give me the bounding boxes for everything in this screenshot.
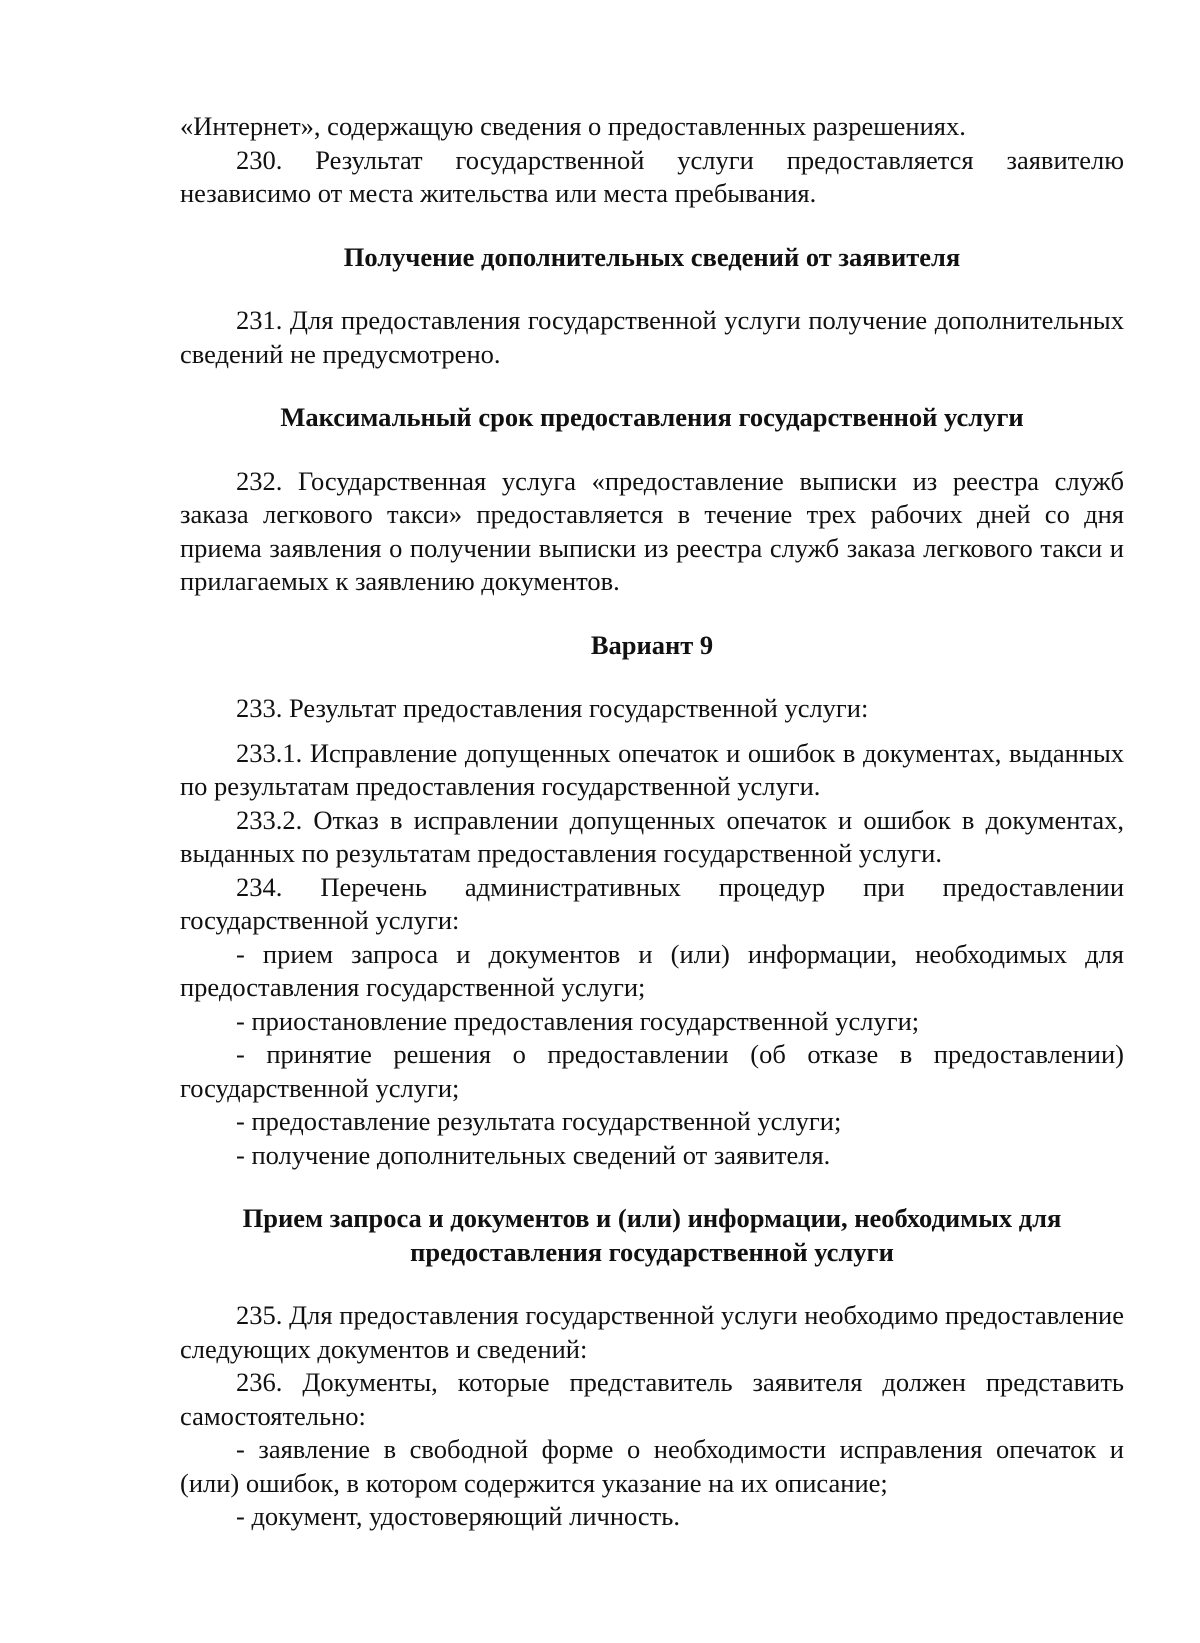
- paragraph-229-tail: «Интернет», содержащую сведения о предоставленных разрешениях.: [180, 111, 966, 141]
- paragraph-233: 233. Результат предоставления государственной услуги:: [236, 693, 869, 723]
- paragraph-236: 236. Документы, которые представитель заявителя должен представить самостоятельно:: [180, 1367, 1124, 1431]
- heading-additional-info: Получение дополнительных сведений от заявителя: [343, 241, 961, 272]
- list-item: - документ, удостоверяющий личность.: [236, 1501, 680, 1531]
- paragraph-234: 234. Перечень административных процедур при предоставлении государственной услуги:: [180, 871, 1124, 935]
- paragraph-232: 232. Государственная услуга «предоставление выписки из реестра служб заказа легкового такси» предоставляется в течение трех рабочих дней со дня приема заявления о получении выписки из реестра служб заказа легкового такси и прилагаемых к заявлению документов.: [180, 465, 1124, 596]
- list-item: - получение дополнительных сведений от заявителя.: [236, 1139, 831, 1170]
- list-item: - прием запроса и документов и (или) информации, необходимых для предоставления государственной услуги;: [180, 938, 1124, 1002]
- list-item: - заявление в свободной форме о необходимости исправления опечаток и (или) ошибок, в котором содержится указание на их описание;: [180, 1434, 1124, 1498]
- heading-reception-line: Прием запроса и документов и (или) информации, необходимых для: [242, 1203, 1062, 1233]
- paragraph-233-2: 233.2. Отказ в исправлении допущенных опечаток и ошибок в документах, выданных по результатам предоставления государственной услуги.: [180, 804, 1124, 868]
- heading-variant: Вариант 9: [590, 629, 714, 660]
- paragraph-235: 235. Для предоставления государственной услуги необходимо предоставление следующих документов и сведений:: [180, 1300, 1124, 1364]
- paragraph-230: 230. Результат государственной услуги предоставляется заявителю независимо от места жительства или места пребывания.: [180, 144, 1124, 208]
- list-item: - предоставление результата государственной услуги;: [236, 1106, 842, 1136]
- document-page: [180, 110, 1124, 1534]
- heading-reception-line: предоставления государственной услуги: [410, 1236, 894, 1267]
- heading-max-term: Максимальный срок предоставления государственной услуги: [280, 402, 1024, 432]
- heading-reception: [180, 1202, 1124, 1269]
- paragraph-231: 231. Для предоставления государственной услуги получение дополнительных сведений не предусмотрено.: [180, 305, 1124, 369]
- list-item: - приостановление предоставления государственной услуги;: [236, 1005, 920, 1036]
- paragraph-233-1: 233.1. Исправление допущенных опечаток и ошибок в документах, выданных по результатам предоставления государственной услуги.: [180, 737, 1124, 801]
- list-item: - принятие решения о предоставлении (об отказе в предоставлении) государственной услуги;: [180, 1039, 1124, 1103]
